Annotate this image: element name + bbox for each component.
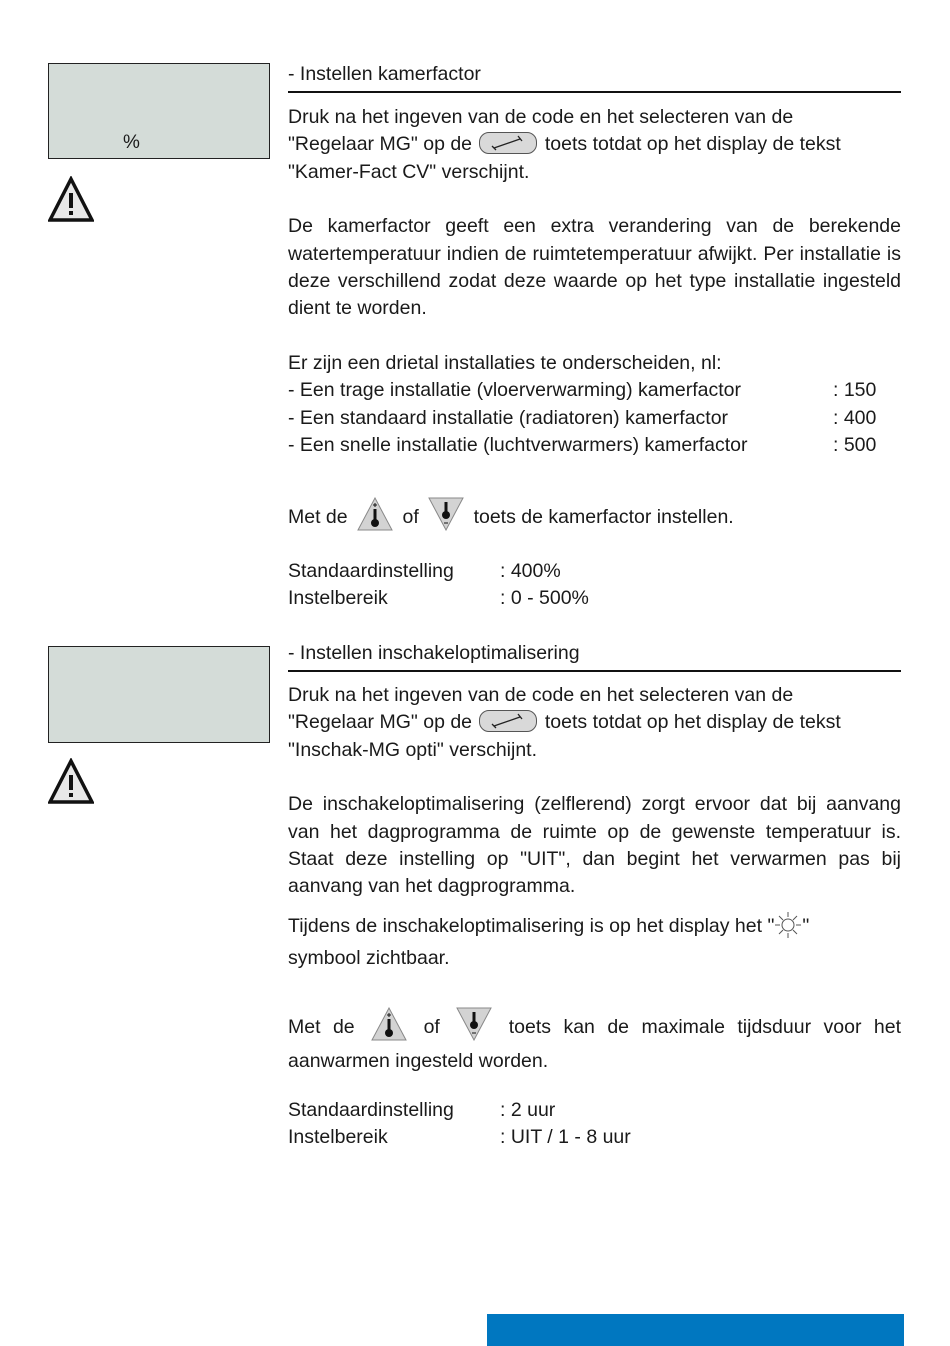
sun-icon bbox=[774, 911, 802, 939]
kamerfactor-explanation: De kamerfactor geeft een extra verandering van de berekende watertemperatuur indien de ruimtetemperatuur afwijkt. Per installatie is deze verschillend zodat deze waarde op het type installatie ingesteld dient te worden. bbox=[288, 215, 901, 320]
intro-text: "Regelaar MG" op de bbox=[288, 133, 473, 156]
section-heading-optimalisering: - Instellen inschakeloptimalisering bbox=[288, 640, 901, 672]
adjust-text-cont: toets kan de maximale tijdsduur voor het aanwarmen ingesteld worden. bbox=[288, 1016, 902, 1072]
setting-range: Instelbereik : 0 - 500% bbox=[288, 587, 589, 610]
sun-text-quote: " bbox=[802, 915, 810, 937]
intro-text-cont: toets totdat op het display de tekst bbox=[544, 133, 841, 156]
intro-line-1: Druk na het ingeven van de code en het selecteren van de bbox=[288, 684, 794, 706]
warning-icon bbox=[48, 176, 94, 222]
lcd-display-optimalisering bbox=[48, 646, 270, 743]
display-percent-symbol: % bbox=[123, 132, 140, 153]
intro-line-3: "Inschak-MG opti" verschijnt. bbox=[288, 738, 538, 761]
adjust-line-kamerfactor bbox=[288, 497, 901, 534]
adjust-of: of bbox=[402, 506, 419, 528]
intro-line-1: Druk na het ingeven van de code en het selecteren van de bbox=[288, 106, 794, 128]
adjust-text-cont: toets de kamerfactor instellen. bbox=[473, 506, 734, 528]
adjust-of: of bbox=[423, 1016, 440, 1038]
settings-kamerfactor bbox=[288, 558, 901, 613]
temperature-up-key-icon bbox=[371, 1007, 407, 1041]
temperature-down-key-icon bbox=[428, 497, 464, 531]
intro-line-2 bbox=[288, 709, 901, 736]
intro-text: "Regelaar MG" op de bbox=[288, 711, 473, 734]
sun-text-cont: symbool zichtbaar. bbox=[288, 947, 450, 969]
section-body-optimalisering bbox=[288, 682, 901, 901]
warning-icon bbox=[48, 758, 94, 804]
wrench-key-icon bbox=[479, 710, 537, 732]
settings-optimalisering bbox=[288, 1097, 901, 1152]
setting-default: Standaardinstelling : 400% bbox=[288, 560, 561, 582]
list-intro: Er zijn een drietal installaties te onderscheiden, nl: bbox=[288, 351, 722, 374]
setting-range: Instelbereik : UIT / 1 - 8 uur bbox=[288, 1126, 631, 1149]
list-item: - Een snelle installatie (luchtverwarmers) kamerfactor : 500 bbox=[288, 434, 877, 457]
temperature-down-key-icon bbox=[456, 1007, 492, 1041]
list-item: - Een trage installatie (vloerverwarming) kamerfactor : 150 bbox=[288, 379, 877, 402]
optimalisering-explanation: De inschakeloptimalisering (zelflerend) zorgt ervoor dat bij aanvang van het dagprogramma de ruimte op de gewenste temperatuur is. Staat deze instelling op "UIT", dan begint het verwarmen pas bij aanvang van het dagprogramma. bbox=[288, 793, 901, 898]
setting-default: Standaardinstelling : 2 uur bbox=[288, 1099, 556, 1121]
lcd-display-kamerfactor bbox=[48, 63, 270, 159]
list-item: - Een standaard installatie (radiatoren) kamerfactor : 400 bbox=[288, 406, 877, 429]
section-body-kamerfactor bbox=[288, 104, 901, 459]
sun-text: Tijdens de inschakeloptimalisering is op het display het " bbox=[288, 915, 775, 937]
sun-symbol-line bbox=[288, 910, 901, 974]
adjust-text: Met de bbox=[288, 1016, 355, 1038]
footer-bar bbox=[487, 1314, 904, 1346]
adjust-text: Met de bbox=[288, 506, 348, 528]
section-heading-kamerfactor: - Instellen kamerfactor bbox=[288, 61, 901, 93]
intro-line-2 bbox=[288, 131, 901, 158]
temperature-up-key-icon bbox=[357, 497, 393, 531]
wrench-key-icon bbox=[479, 132, 537, 154]
adjust-line-optimalisering bbox=[288, 1007, 901, 1078]
intro-line-3: "Kamer-Fact CV" verschijnt. bbox=[288, 160, 530, 183]
intro-text-cont: toets totdat op het display de tekst bbox=[544, 711, 841, 734]
